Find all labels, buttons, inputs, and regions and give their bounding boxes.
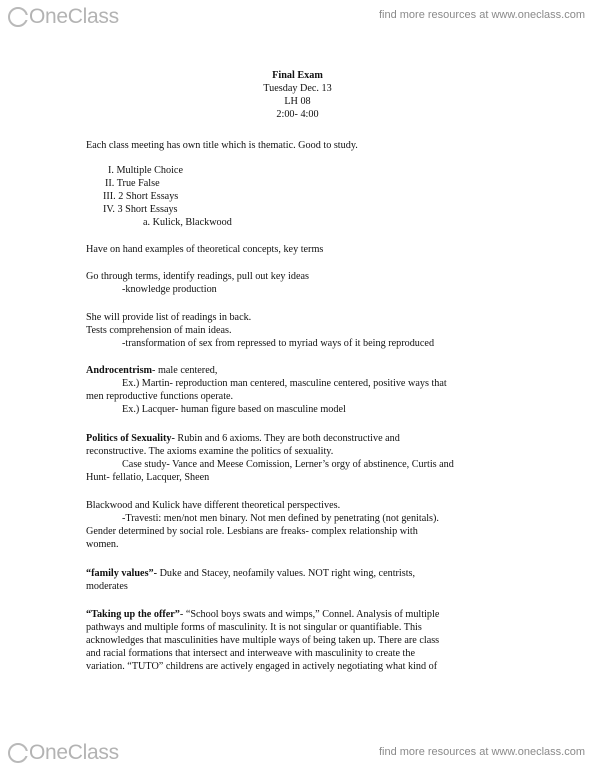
note-line: Tests comprehension of main ideas. — [86, 325, 232, 336]
family-values-line: moderates — [86, 581, 128, 592]
oneclass-logo[interactable] — [8, 742, 119, 764]
logo-circle-icon — [8, 743, 28, 763]
blackwood-line: women. — [86, 539, 119, 550]
intro-line: Each class meeting has own title which is thematic. Good to study. — [86, 140, 358, 151]
logo-text: OneClass — [29, 741, 119, 764]
politics-heading: Politics of Sexuality- Rubin and 6 axioms. They are both deconstructive and — [86, 433, 400, 444]
politics-line: Case study- Vance and Meese Comission, Lerner’s orgy of abstinence, Curtis and — [122, 459, 454, 470]
section-item: II. True False — [105, 178, 160, 189]
blackwood-line: Blackwood and Kulick have different theoretical perspectives. — [86, 500, 341, 511]
politics-line: reconstructive. The axioms examine the politics of sexuality. — [86, 446, 334, 457]
note-line: She will provide list of readings in back. — [86, 312, 252, 323]
example-line: men reproductive functions operate. — [86, 391, 234, 402]
section-item: I. Multiple Choice — [108, 165, 183, 176]
offer-line: and racial formations that intersect and interweave with masculinity to create the — [86, 648, 415, 659]
example-line: Ex.) Lacquer- human figure based on masculine model — [122, 404, 346, 415]
exam-time: 2:00- 4:00 — [276, 109, 319, 120]
offer-line: variation. “TUTO” childrens are actively engaged in actively negotiating what kind of — [86, 661, 438, 672]
note-line: Go through terms, identify readings, pull out key ideas — [86, 271, 309, 282]
logo-text: OneClass — [29, 5, 119, 28]
note-line: Have on hand examples of theoretical concepts, key terms — [86, 244, 324, 255]
section-item: III. 2 Short Essays — [103, 191, 179, 202]
resources-link[interactable]: find more resources at www.oneclass.com — [378, 9, 585, 21]
bottom-brand-bar — [0, 738, 595, 770]
exam-room: LH 08 — [284, 96, 311, 107]
sub-item: a. Kulick, Blackwood — [143, 217, 232, 228]
androcentrism-heading: Androcentrism- male centered, — [86, 365, 218, 376]
resources-link[interactable]: find more resources at www.oneclass.com — [378, 746, 585, 758]
exam-date: Tuesday Dec. 13 — [263, 83, 332, 94]
exam-title: Final Exam — [272, 70, 323, 81]
offer-line: pathways and multiple forms of masculinity. It is not singular or quantifiable. This — [86, 622, 422, 633]
note-line: -transformation of sex from repressed to myriad ways of it being reproduced — [122, 338, 435, 349]
section-item: IV. 3 Short Essays — [103, 204, 178, 215]
offer-line: acknowledges that masculinities have multiple ways of being taken up. There are class — [86, 635, 440, 646]
note-line: -knowledge production — [122, 284, 217, 295]
example-line: Ex.) Martin- reproduction man centered, masculine centered, positive ways that — [122, 378, 447, 389]
blackwood-line: -Travesti: men/not men binary. Not men defined by penetrating (not genitals). — [122, 513, 439, 524]
offer-heading: “Taking up the offer”- “School boys swats and wimps,” Connel. Analysis of multiple — [86, 609, 440, 620]
blackwood-line: Gender determined by social role. Lesbians are freaks- complex relationship with — [86, 526, 418, 537]
politics-line: Hunt- fellatio, Lacquer, Sheen — [86, 472, 210, 483]
family-values-heading: “family values”- Duke and Stacey, neofamily values. NOT right wing, centrists, — [86, 568, 416, 579]
